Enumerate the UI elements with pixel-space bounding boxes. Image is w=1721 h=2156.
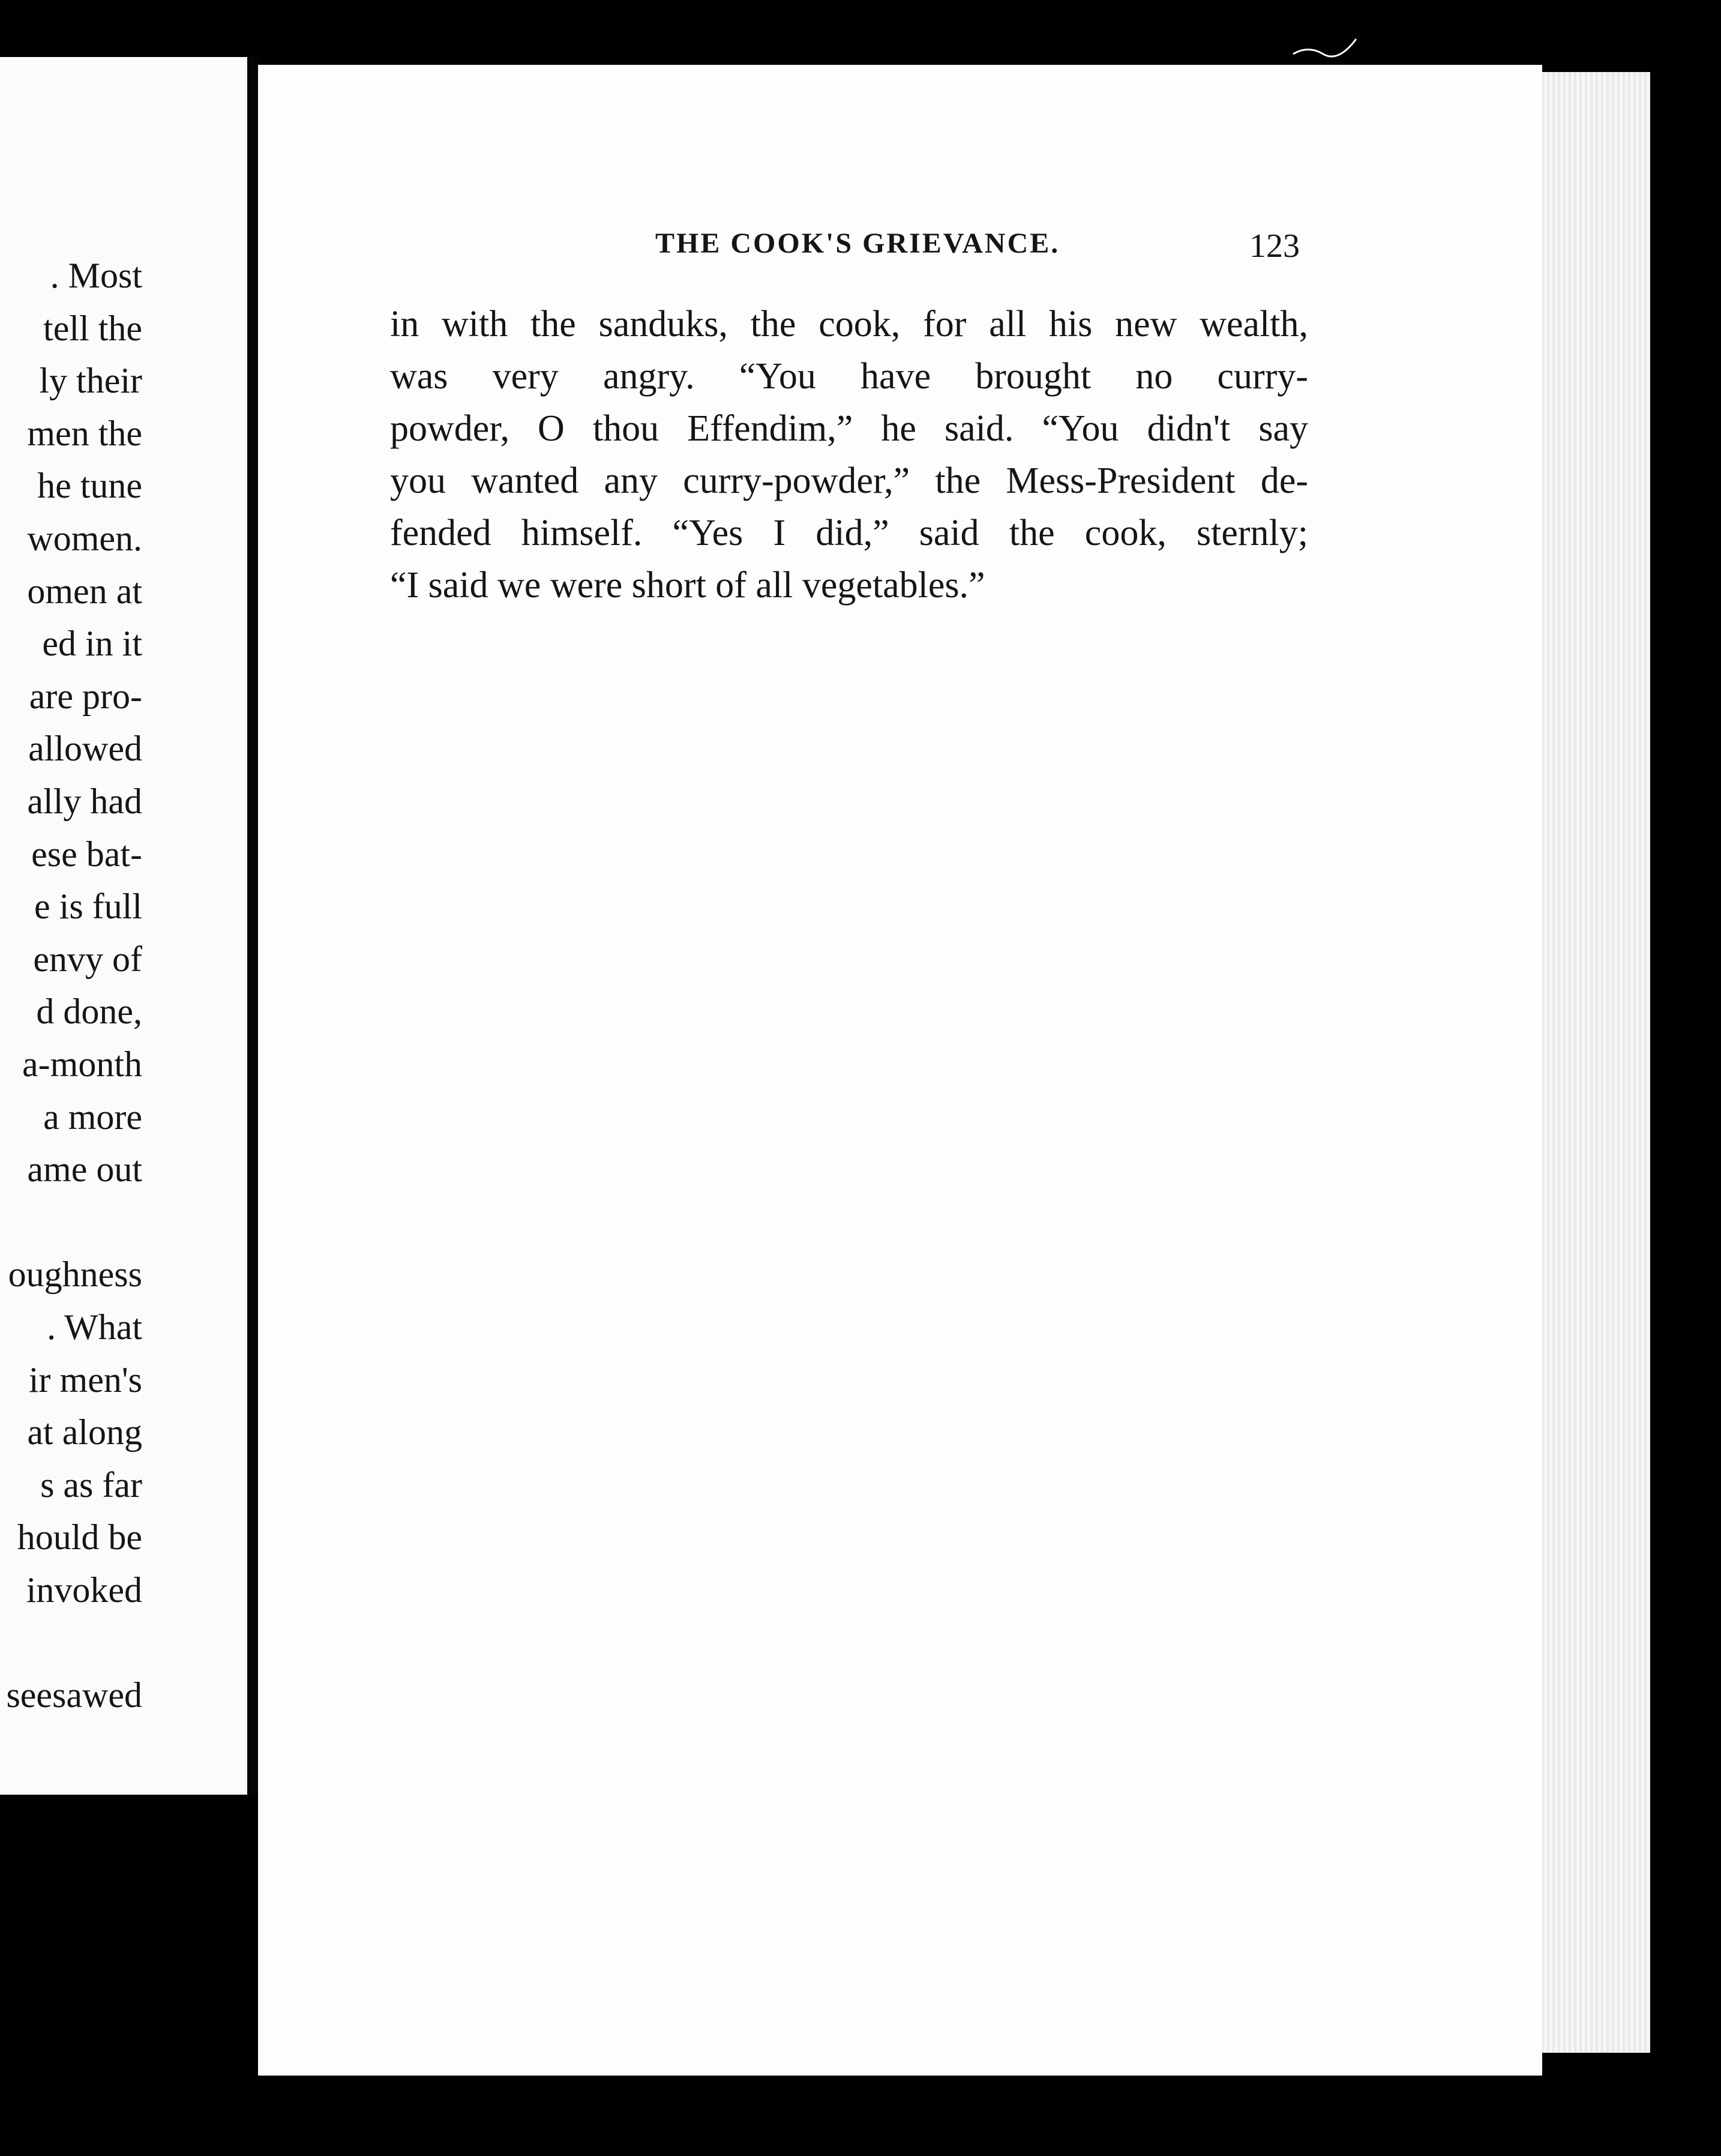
text-line: in with the sanduks, the cook, for all his new wealth, [390,304,1308,345]
left-page-line: invoked [26,1570,142,1610]
left-page-line: ese bat- [31,834,142,874]
left-page-line: a more [43,1097,142,1137]
left-page-line: s as far [40,1465,142,1505]
left-page-line: ir men's [28,1360,142,1400]
left-page-line: oughness [8,1254,142,1295]
text-line: powder, O thou Effendim,” he said. “You didn't say [390,408,1308,449]
left-page-line: . What [47,1307,142,1347]
left-page-line: hould be [17,1517,142,1558]
text-line: “I said we were short of all vegetables.” [390,565,985,606]
left-page-line: at along [27,1412,142,1453]
left-page-line: are pro- [29,676,142,716]
left-page-line: seesawed [6,1675,142,1715]
left-page-line: allowed [28,729,142,769]
left-page-line: ly their [39,361,142,401]
left-page-line: e is full [34,887,142,927]
left-page-line: a-month [22,1044,142,1084]
left-page-line: tell the [43,308,142,348]
left-page-line: ed in it [42,624,142,664]
text-line: you wanted any curry-powder,” the Mess-President de- [390,460,1308,501]
page-edges [1536,72,1650,2053]
running-head: THE COOK'S GRIEVANCE. [655,227,1060,259]
text-line: was very angry. “You have brought no curry- [390,356,1308,397]
scan-mark-icon [1290,36,1362,60]
page-number: 123 [1249,227,1300,265]
left-page-line: he tune [37,466,142,506]
left-page-line: ame out [27,1149,142,1190]
left-page-line: women. [27,519,142,558]
left-page-line: omen at [27,571,142,611]
left-page-line: d done, [36,992,142,1032]
left-page-line: envy of [33,939,142,979]
left-page [0,57,252,1795]
left-page-line: men the [27,413,142,453]
left-page-line: . Most [50,256,142,295]
left-page-line: ally had [27,781,142,821]
text-line: fended himself. “Yes I did,” said the cook, sternly; [390,513,1308,553]
